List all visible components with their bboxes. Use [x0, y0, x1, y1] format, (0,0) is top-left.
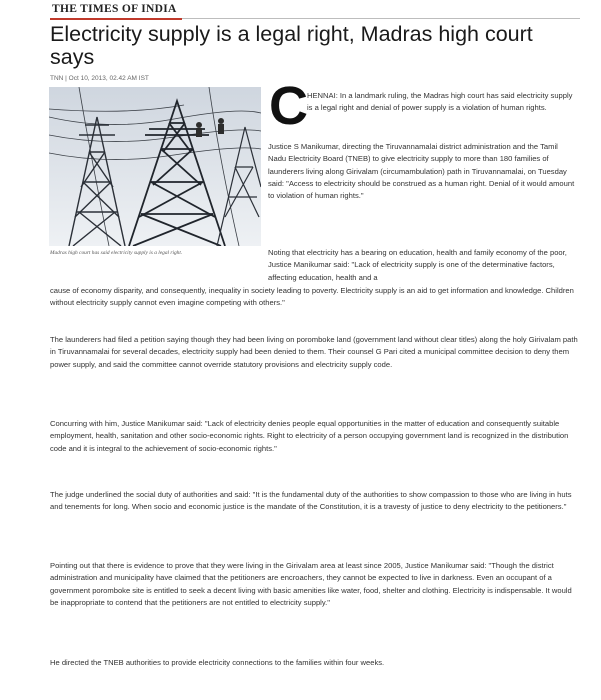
article-byline: TNN | Oct 10, 2013, 02.42 AM IST: [50, 75, 149, 82]
paragraph-social-duty: The judge underlined the social duty of authorities and said: "It is the fundamental duty of the authorities to show compassion to those who are living in huts and tenements for long. When socio and economic justice is the mandate of the Constitution, it is a travesty of justice to deny electricity to the petitioners.": [50, 490, 572, 512]
publication-masthead[interactable]: THE TIMES OF INDIA: [52, 3, 177, 15]
paragraph-education-end: cause of economy disparity, and consequently, inequality in society leading to poverty. Electricity supply is an aid to get information and knowledge. Children without electricity supply cannot even imagine competing with others.": [50, 285, 574, 307]
article-photo: [49, 87, 261, 246]
masthead-accent-rule: [50, 18, 182, 20]
paragraph-directive-final: He directed the TNEB authorities to provide electricity connections to the families within four weeks.: [50, 658, 385, 667]
drop-cap: C: [269, 76, 308, 136]
paragraph-petition: The launderers had filed a petition saying though they had been living on poromboke land (government land without clear titles) along the holy Girivalam path in Tiruvannamalai for several decades, electricity supply had been denied to them. Their counsel G Pari cited a municipal committee decision to deny them power supply, and said the committee cannot override statutory provisions and electricity supply code.: [50, 335, 578, 369]
paragraph-concurring: Concurring with him, Justice Manikumar said: "Lack of electricity denies people equal opportunities in the matter of education and consequently suitable employment, health, sanitation and other socio-economic rights. Right to electricity of a person occupying government land is recognized in the distribution code and it is integral to the achievement of socio-economic rights.": [50, 419, 569, 453]
paragraph-intro: HENNAI: In a landmark ruling, the Madras high court has said electricity supply is a legal right and denial of power supply is a violation of human rights.: [307, 91, 573, 113]
power-pylons-image: [49, 87, 261, 246]
photo-caption: Madras high court has said electricity supply is a legal right.: [50, 250, 183, 256]
paragraph-evidence: Pointing out that there is evidence to prove that they were living in the Girivalam area at least since 2005, Justice Manikumar said: "Though the district administration and municipality have claimed that the petitioners are encroachers, they cannot be expected to live in darkness. Even an occupant of a government poromboke site is entitled to seek a decent living with basic amenities like water, food, shelter and clothing. Electricity is indispensable. It would be inappropriate to contend that the petitioners are not entitled to electricity supply.": [50, 561, 572, 607]
paragraph-directive: Justice S Manikumar, directing the Tiruvannamalai district administration and the Tamil Nadu Electricity Board (TNEB) to give electricity supply to more than 180 families of launderers living along Girivalam (circumambulation) path in Tiruvannamalai, on Tuesday said: "Access to electricity should be construed as a human right. Denial of it would amount to violation of human rights.": [268, 142, 575, 201]
article-headline: Electricity supply is a legal right, Madras high court says: [50, 22, 533, 69]
paragraph-education-start: Noting that electricity has a bearing on education, health and family economy of the poor, Justice Manikumar said: "Lack of electricity supply is one of the determinative factors, affecting education, health and a: [268, 248, 567, 282]
